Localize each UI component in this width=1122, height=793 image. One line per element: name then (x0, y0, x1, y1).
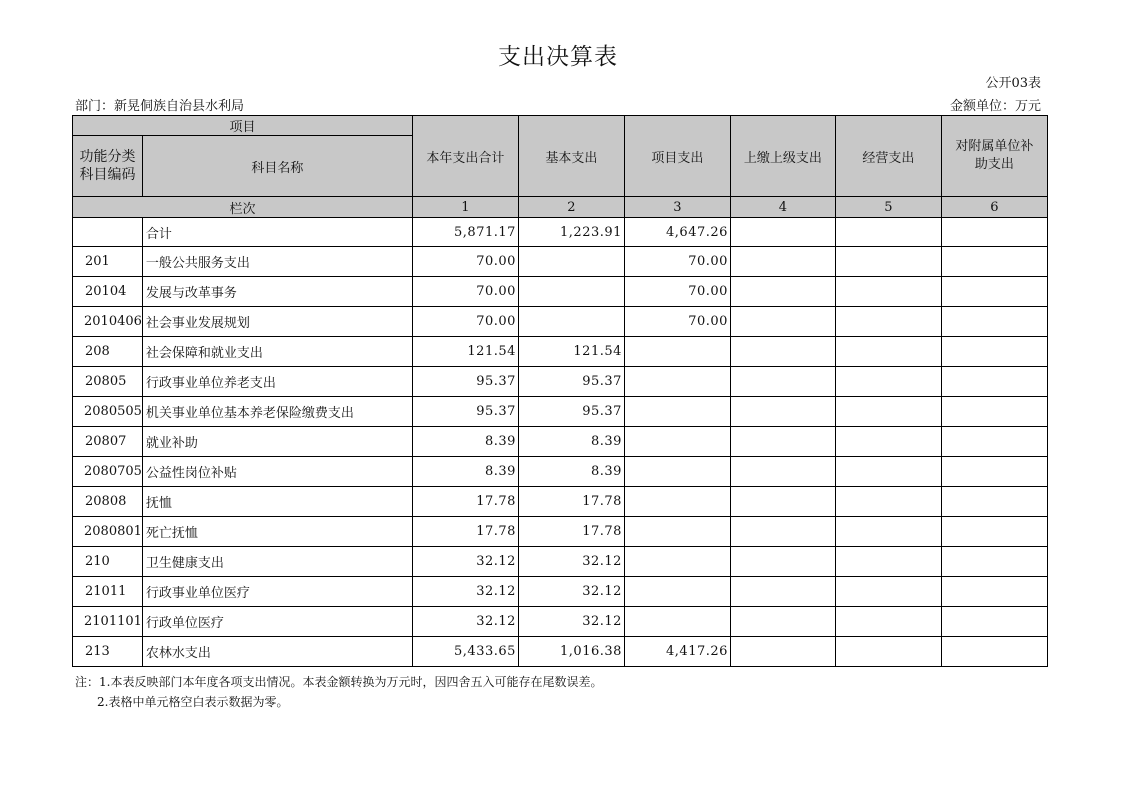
subject-name-cell: 行政事业单位养老支出 (142, 367, 412, 397)
upper-cell (730, 277, 835, 307)
note-2: 2.表格中单元格空白表示数据为零。 (97, 695, 289, 709)
upper-cell (730, 218, 835, 247)
code-cell: 2080801 (73, 517, 143, 547)
table-row (73, 577, 1048, 607)
subject-name-cell: 发展与改革事务 (142, 277, 412, 307)
subsidy-cell (941, 607, 1047, 637)
basic-cell: 95.37 (518, 397, 624, 427)
code-cell: 20808 (73, 487, 143, 517)
total-cell: 17.78 (412, 487, 518, 517)
code-cell: 20805 (73, 367, 143, 397)
basic-cell (518, 277, 624, 307)
table-row (73, 337, 1048, 367)
subject-name-cell: 就业补助 (142, 427, 412, 457)
upper-cell (730, 367, 835, 397)
subsidy-cell (941, 247, 1047, 277)
table-row (73, 517, 1048, 547)
code-cell: 2101101 (73, 607, 143, 637)
code-cell (73, 218, 143, 247)
subsidy-cell (941, 427, 1047, 457)
project-cell (624, 457, 730, 487)
basic-cell: 1,223.91 (518, 218, 624, 247)
total-cell: 70.00 (412, 247, 518, 277)
basic-cell: 1,016.38 (518, 637, 624, 667)
total-cell: 70.00 (412, 307, 518, 337)
column-number: 4 (730, 197, 835, 218)
total-cell: 5,871.17 (412, 218, 518, 247)
basic-cell: 17.78 (518, 517, 624, 547)
note-1: 注：1.本表反映部门本年度各项支出情况。本表金额转换为万元时，因四舍五入可能存在尾数误差。 (75, 675, 603, 689)
business-cell (835, 277, 941, 307)
basic-cell: 32.12 (518, 577, 624, 607)
header-upper: 上缴上级支出 (730, 116, 835, 197)
table-row (73, 487, 1048, 517)
header-basic: 基本支出 (518, 116, 624, 197)
notes (75, 672, 602, 712)
header-business: 经营支出 (835, 116, 941, 197)
business-cell (835, 637, 941, 667)
code-cell: 20104 (73, 277, 143, 307)
upper-cell (730, 307, 835, 337)
table-row (73, 427, 1048, 457)
business-cell (835, 487, 941, 517)
code-cell: 210 (73, 547, 143, 577)
basic-cell: 95.37 (518, 367, 624, 397)
upper-cell (730, 487, 835, 517)
subject-name-cell: 行政事业单位医疗 (142, 577, 412, 607)
business-cell (835, 457, 941, 487)
code-cell: 2010406 (73, 307, 143, 337)
header-func-code: 功能分类科目编码 (73, 136, 143, 197)
table-row (73, 397, 1048, 427)
total-cell: 95.37 (412, 367, 518, 397)
total-cell: 17.78 (412, 517, 518, 547)
business-cell (835, 547, 941, 577)
subject-name-cell: 死亡抚恤 (142, 517, 412, 547)
table-row (73, 457, 1048, 487)
project-cell: 4,647.26 (624, 218, 730, 247)
subject-name-cell: 一般公共服务支出 (142, 247, 412, 277)
business-cell (835, 218, 941, 247)
header-row-1 (73, 116, 1048, 136)
total-cell: 32.12 (412, 577, 518, 607)
subject-name-cell: 公益性岗位补贴 (142, 457, 412, 487)
total-cell: 70.00 (412, 277, 518, 307)
table-row (73, 637, 1048, 667)
table-row (73, 307, 1048, 337)
upper-cell (730, 517, 835, 547)
subsidy-cell (941, 457, 1047, 487)
basic-cell (518, 307, 624, 337)
subsidy-cell (941, 307, 1047, 337)
table-row (73, 218, 1048, 247)
upper-cell (730, 427, 835, 457)
subsidy-cell (941, 277, 1047, 307)
subsidy-cell (941, 397, 1047, 427)
upper-cell (730, 337, 835, 367)
upper-cell (730, 247, 835, 277)
code-cell: 201 (73, 247, 143, 277)
project-cell: 70.00 (624, 247, 730, 277)
project-cell (624, 397, 730, 427)
business-cell (835, 427, 941, 457)
upper-cell (730, 547, 835, 577)
basic-cell: 121.54 (518, 337, 624, 367)
subject-name-cell: 合计 (142, 218, 412, 247)
project-cell (624, 487, 730, 517)
upper-cell (730, 397, 835, 427)
upper-cell (730, 577, 835, 607)
subsidy-cell (941, 367, 1047, 397)
subsidy-cell (941, 577, 1047, 607)
code-cell: 2080705 (73, 457, 143, 487)
header-project-expense: 项目支出 (624, 116, 730, 197)
project-cell: 70.00 (624, 277, 730, 307)
basic-cell (518, 247, 624, 277)
business-cell (835, 517, 941, 547)
column-number: 6 (941, 197, 1047, 218)
table-row (73, 277, 1048, 307)
subsidy-cell (941, 637, 1047, 667)
total-cell: 95.37 (412, 397, 518, 427)
amount-unit-label: 金额单位：万元 (949, 99, 1041, 114)
project-cell: 70.00 (624, 307, 730, 337)
basic-cell: 8.39 (518, 427, 624, 457)
project-cell (624, 427, 730, 457)
total-cell: 8.39 (412, 427, 518, 457)
total-cell: 32.12 (412, 607, 518, 637)
code-cell: 20807 (73, 427, 143, 457)
subsidy-cell (941, 487, 1047, 517)
column-number: 5 (835, 197, 941, 218)
basic-cell: 17.78 (518, 487, 624, 517)
project-cell (624, 367, 730, 397)
project-cell (624, 607, 730, 637)
header-total: 本年支出合计 (412, 116, 518, 197)
business-cell (835, 607, 941, 637)
form-number: 公开03表 (985, 76, 1041, 91)
business-cell (835, 367, 941, 397)
column-number-row (73, 197, 1048, 218)
column-number: 3 (624, 197, 730, 218)
subject-name-cell: 社会事业发展规划 (142, 307, 412, 337)
page-title: 支出决算表 (498, 44, 618, 70)
subsidy-cell (941, 218, 1047, 247)
code-cell: 2080505 (73, 397, 143, 427)
table-row (73, 547, 1048, 577)
upper-cell (730, 457, 835, 487)
subject-name-cell: 社会保障和就业支出 (142, 337, 412, 367)
row-label: 栏次 (73, 197, 413, 218)
header-project: 项目 (73, 116, 413, 136)
total-cell: 5,433.65 (412, 637, 518, 667)
business-cell (835, 577, 941, 607)
column-number: 2 (518, 197, 624, 218)
subsidy-cell (941, 517, 1047, 547)
code-cell: 208 (73, 337, 143, 367)
subject-name-cell: 行政单位医疗 (142, 607, 412, 637)
total-cell: 8.39 (412, 457, 518, 487)
subject-name-cell: 抚恤 (142, 487, 412, 517)
project-cell: 4,417.26 (624, 637, 730, 667)
table-row (73, 367, 1048, 397)
table-row (73, 247, 1048, 277)
project-cell (624, 547, 730, 577)
project-cell (624, 337, 730, 367)
code-cell: 213 (73, 637, 143, 667)
total-cell: 121.54 (412, 337, 518, 367)
header-subject-name: 科目名称 (142, 136, 412, 197)
department-label: 部门：新晃侗族自治县水利局 (75, 99, 245, 114)
subject-name-cell: 机关事业单位基本养老保险缴费支出 (142, 397, 412, 427)
subject-name-cell: 农林水支出 (142, 637, 412, 667)
business-cell (835, 337, 941, 367)
upper-cell (730, 607, 835, 637)
expenditure-table (72, 115, 1048, 667)
project-cell (624, 577, 730, 607)
column-number: 1 (412, 197, 518, 218)
business-cell (835, 397, 941, 427)
upper-cell (730, 637, 835, 667)
total-cell: 32.12 (412, 547, 518, 577)
business-cell (835, 247, 941, 277)
business-cell (835, 307, 941, 337)
table-row (73, 607, 1048, 637)
project-cell (624, 517, 730, 547)
code-cell: 21011 (73, 577, 143, 607)
subsidy-cell (941, 337, 1047, 367)
basic-cell: 32.12 (518, 547, 624, 577)
basic-cell: 8.39 (518, 457, 624, 487)
header-subsidy: 对附属单位补助支出 (941, 116, 1047, 197)
subsidy-cell (941, 547, 1047, 577)
subject-name-cell: 卫生健康支出 (142, 547, 412, 577)
basic-cell: 32.12 (518, 607, 624, 637)
